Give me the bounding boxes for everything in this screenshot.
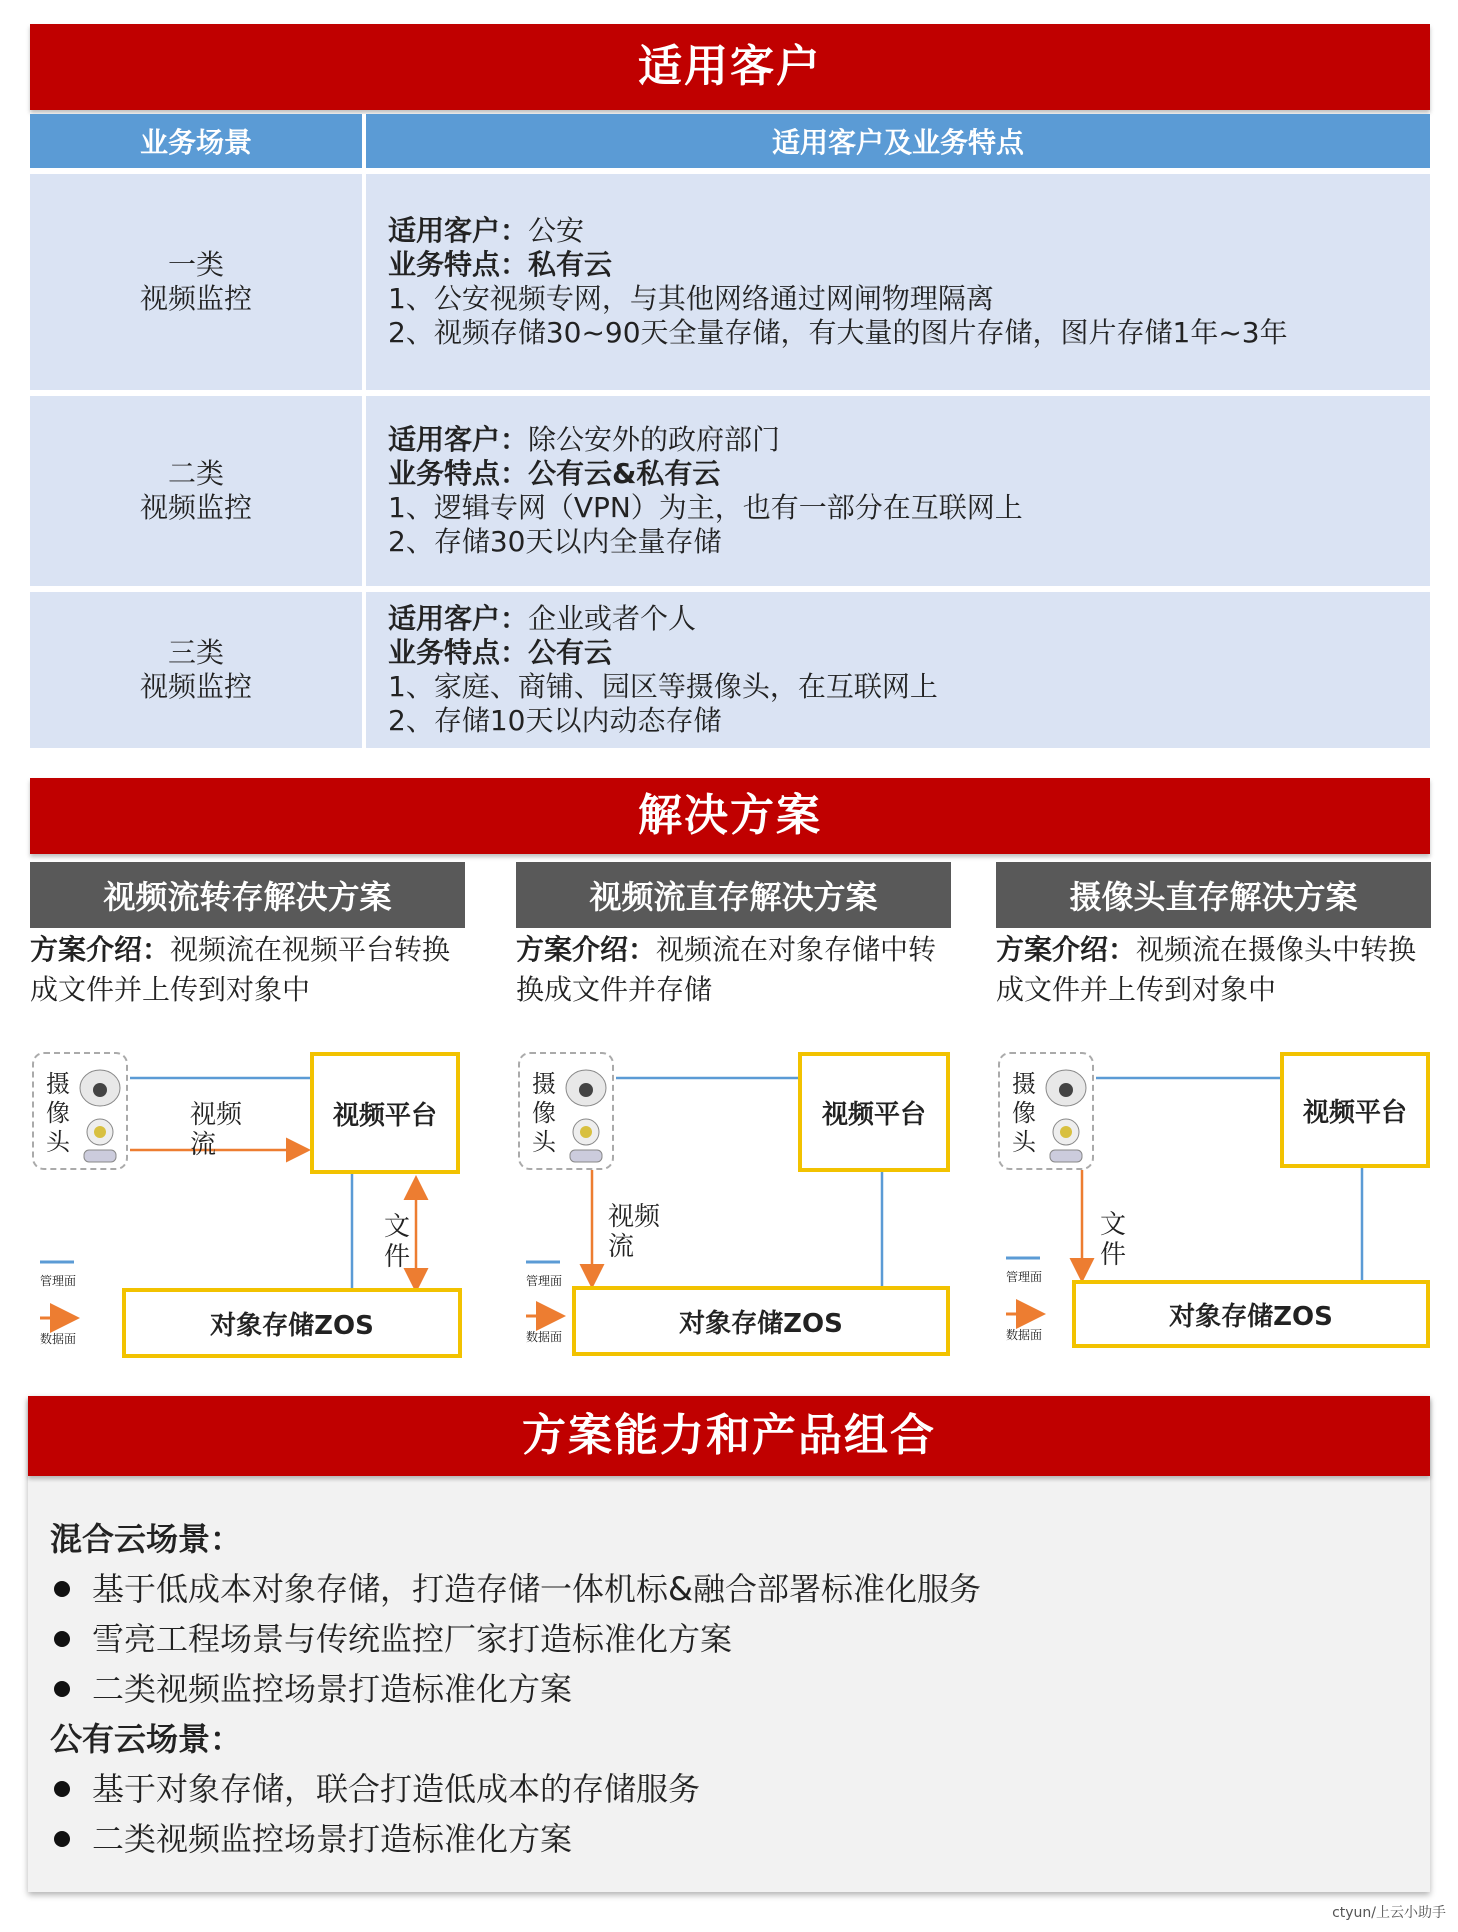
camera-icon: [1042, 1058, 1092, 1168]
file-label: 件: [384, 1242, 411, 1272]
legend-mgmt: 管理面: [1006, 1270, 1043, 1284]
section-title-capabilities: 方案能力和产品组合: [28, 1396, 1430, 1476]
solution-intro: [996, 930, 1436, 1010]
camera-icon: [562, 1058, 612, 1168]
scene-line: 视频监控: [139, 491, 252, 524]
solution-title: 视频流直存解决方案: [516, 862, 951, 928]
object-storage-box: 对象存储ZOS: [122, 1288, 462, 1358]
scene-line: 视频监控: [139, 670, 252, 703]
table-row: [30, 168, 1430, 390]
list-item: 基于低成本对象存储，打造存储一体机标&融合部署标准化服务: [50, 1564, 981, 1614]
customer-label: 适用客户：: [388, 214, 529, 247]
legend-mgmt: 管理面: [526, 1274, 563, 1288]
legend-data: 数据面: [40, 1332, 77, 1346]
solution-diagram: [30, 1040, 470, 1370]
object-storage-box: 对象存储ZOS: [572, 1286, 950, 1356]
feature-value: 公有云&私有云: [528, 457, 721, 490]
solution-title: 摄像头直存解决方案: [996, 862, 1431, 928]
list-item: 二类视频监控场景打造标准化方案: [50, 1664, 981, 1714]
customer-label: 适用客户：: [388, 602, 529, 635]
intro-label: 方案介绍：: [516, 933, 657, 966]
footer-watermark: ctyun/上云小助手: [1332, 1905, 1446, 1921]
section-title-solutions: 解决方案: [30, 778, 1430, 854]
feature-value: 公有云: [528, 636, 613, 669]
point: 1、逻辑专网（VPN）为主，也有一部分在互联网上: [388, 491, 1023, 524]
feature-cell: [366, 592, 1430, 748]
intro-text: 视频流在对象存储中转: [656, 933, 937, 966]
solution-title: 视频流转存解决方案: [30, 862, 465, 928]
scene-cell: [30, 396, 366, 586]
header-scene: 业务场景: [30, 114, 366, 168]
scene-line: 视频监控: [139, 282, 252, 315]
list-item: 基于对象存储，联合打造低成本的存储服务: [50, 1764, 981, 1814]
customer-table: [30, 114, 1430, 748]
legend-data: 数据面: [1006, 1328, 1043, 1342]
solution-diagram: [996, 1040, 1436, 1370]
capabilities-list: [50, 1514, 981, 1864]
camera-label: 摄像头: [532, 1070, 556, 1156]
intro-text: 成文件并上传到对象中: [996, 973, 1277, 1006]
scene-cell: [30, 592, 366, 748]
point: 1、公安视频专网，与其他网络通过网闸物理隔离: [388, 282, 994, 315]
header-features: 适用客户及业务特点: [771, 126, 1024, 159]
table-row: [30, 390, 1430, 586]
point: 2、存储10天以内动态存储: [388, 704, 722, 737]
flow-label: 视频: [190, 1100, 243, 1130]
legend-mgmt: 管理面: [40, 1274, 77, 1288]
camera-group: [518, 1052, 614, 1170]
solution-intro: [516, 930, 956, 1010]
intro-label: 方案介绍：: [30, 933, 171, 966]
intro-text: 视频流在摄像头中转换: [1136, 933, 1417, 966]
feature-label: 业务特点：: [388, 636, 529, 669]
feature-cell: [366, 396, 1430, 586]
scene-line: 二类: [167, 457, 224, 490]
scene-cell: [30, 174, 366, 390]
point: 2、视频存储30~90天全量存储，有大量的图片存储，图片存储1年~3年: [388, 316, 1288, 349]
customer-value: 公安: [528, 214, 585, 247]
object-storage-box: 对象存储ZOS: [1072, 1280, 1430, 1348]
intro-text: 换成文件并存储: [516, 973, 713, 1006]
customer-label: 适用客户：: [388, 423, 529, 456]
file-label: 件: [1100, 1240, 1127, 1270]
file-label: 文: [1100, 1210, 1127, 1240]
video-platform-box: 视频平台: [1280, 1052, 1430, 1168]
flow-label: 流: [190, 1130, 217, 1160]
camera-label: 摄像头: [46, 1070, 70, 1156]
feature-label: 业务特点：: [388, 457, 529, 490]
customer-value: 除公安外的政府部门: [528, 423, 781, 456]
camera-icon: [76, 1058, 126, 1168]
list-item: 二类视频监控场景打造标准化方案: [50, 1814, 981, 1864]
intro-text: 成文件并上传到对象中: [30, 973, 311, 1006]
table-header: [30, 114, 1430, 168]
table-row: [30, 586, 1430, 748]
feature-cell: [366, 174, 1430, 390]
legend-data: 数据面: [526, 1330, 563, 1344]
video-platform-box: 视频平台: [310, 1052, 460, 1174]
hybrid-title: 混合云场景：: [50, 1520, 243, 1558]
solution-intro: [30, 930, 470, 1010]
list-item: 雪亮工程场景与传统监控厂家打造标准化方案: [50, 1614, 981, 1664]
flow-label: 视频: [608, 1202, 661, 1232]
capabilities-panel: [28, 1396, 1430, 1892]
camera-label: 摄像头: [1012, 1070, 1036, 1156]
point: 2、存储30天以内全量存储: [388, 525, 722, 558]
customer-value: 企业或者个人: [528, 602, 697, 635]
feature-value: 私有云: [528, 248, 613, 281]
scene-line: 一类: [167, 248, 224, 281]
public-title: 公有云场景：: [50, 1720, 243, 1758]
flow-label: 流: [608, 1232, 635, 1262]
feature-label: 业务特点：: [388, 248, 529, 281]
intro-text: 视频流在视频平台转换: [170, 933, 451, 966]
intro-label: 方案介绍：: [996, 933, 1137, 966]
camera-group: [998, 1052, 1094, 1170]
solution-diagram: [516, 1040, 956, 1370]
video-platform-box: 视频平台: [798, 1052, 950, 1172]
scene-line: 三类: [167, 636, 224, 669]
file-label: 文: [384, 1212, 411, 1242]
point: 1、家庭、商铺、园区等摄像头，在互联网上: [388, 670, 938, 703]
camera-group: [32, 1052, 128, 1170]
section-title-customers: 适用客户: [30, 24, 1430, 110]
